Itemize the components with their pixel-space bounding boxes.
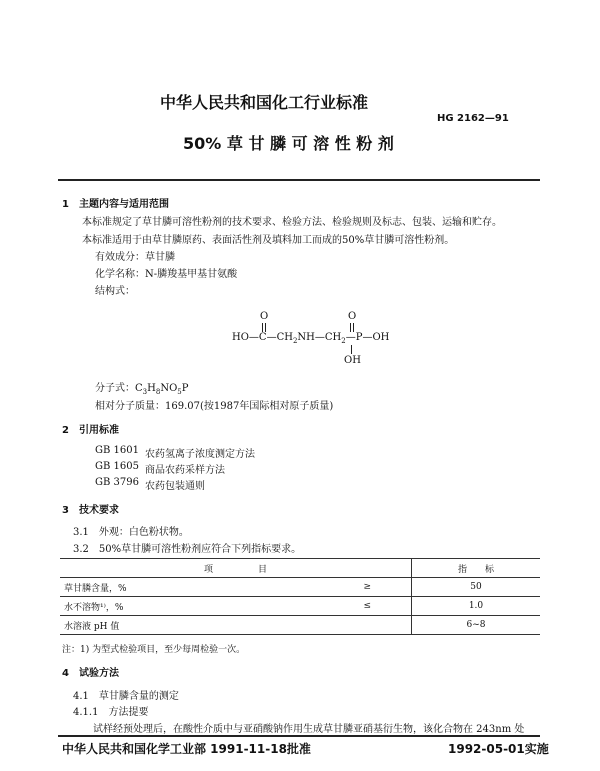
mf-c: C bbox=[135, 383, 143, 394]
formula-part-right: —P—OH bbox=[345, 332, 390, 343]
table-header-row bbox=[60, 559, 540, 578]
clause-3-1: 3.1 外观：白色粉状物。 bbox=[73, 527, 189, 538]
mf-no: NO bbox=[160, 383, 178, 394]
specification-table bbox=[60, 558, 540, 635]
table-header-index: 指 标 bbox=[412, 559, 541, 578]
section-2-heading: 2 引用标准 bbox=[62, 425, 119, 436]
double-bond-right-1 bbox=[350, 323, 351, 332]
ref-code-1: GB 1601 bbox=[95, 445, 139, 456]
double-bond-left-1 bbox=[262, 323, 263, 332]
table-cell-item: 草甘膦含量，% bbox=[60, 578, 327, 597]
table-cell-value: 50 bbox=[412, 578, 541, 597]
implementation-date: 1992-05-01实施 bbox=[448, 742, 549, 756]
carbonyl-oxygen-left: O bbox=[260, 311, 269, 322]
section-1-paragraph-2: 本标准适用于由草甘膦原药、表面活性剂及填料加工而成的50%草甘膦可溶性粉剂。 bbox=[82, 235, 455, 246]
formula-part-left: HO—C—CH bbox=[232, 332, 293, 343]
mf-h: H bbox=[147, 383, 156, 394]
ref-name-1: 农药氢离子浓度测定方法 bbox=[145, 449, 255, 460]
molecular-weight: 相对分子质量：169.07(按1987年国际相对原子质量) bbox=[95, 401, 334, 412]
formula-sub-1: 2 bbox=[292, 337, 298, 345]
issuing-organization: 中华人民共和国化工行业标准 bbox=[160, 93, 369, 112]
clause-4-1-1: 4.1.1 方法提要 bbox=[73, 707, 149, 718]
double-bond-left-2 bbox=[265, 323, 266, 332]
standard-code: HG 2162—91 bbox=[437, 113, 509, 124]
table-cell-op: ≤ bbox=[327, 597, 412, 616]
table-cell-op: ≥ bbox=[327, 578, 412, 597]
double-bond-right-2 bbox=[353, 323, 354, 332]
section-4-heading: 4 试验方法 bbox=[62, 668, 119, 679]
ref-name-3: 农药包装通则 bbox=[145, 481, 205, 492]
approval-line: 中华人民共和国化学工业部 1991-11-18批准 bbox=[62, 742, 311, 756]
section-1-paragraph-1: 本标准规定了草甘膦可溶性粉剂的技术要求、检验方法、检验规则及标志、包装、运输和贮存。 bbox=[82, 217, 502, 228]
table-cell-item: 水溶液 pH 值 bbox=[60, 616, 327, 635]
section-1-heading: 1 主题内容与适用范围 bbox=[62, 199, 169, 210]
formula-sub-2: 2 bbox=[341, 337, 346, 345]
molecular-formula bbox=[95, 379, 188, 396]
footer-divider bbox=[58, 735, 540, 737]
table-cell-value: 1.0 bbox=[412, 597, 541, 616]
mf-h-count: 8 bbox=[155, 388, 161, 396]
table-note: 注：1) 为型式检验项目，至少每周检验一次。 bbox=[62, 645, 246, 655]
clause-3-2: 3.2 50%草甘膦可溶性粉剂应符合下列指标要求。 bbox=[73, 544, 302, 555]
table-row bbox=[60, 597, 540, 616]
phosphoryl-oxygen: O bbox=[348, 311, 357, 322]
mf-c-count: 3 bbox=[142, 388, 148, 396]
chemical-name: 化学名称：N-膦羧基甲基甘氨酸 bbox=[95, 269, 238, 280]
ref-name-2: 商品农药采样方法 bbox=[145, 465, 225, 476]
table-row bbox=[60, 616, 540, 635]
table-cell-value: 6~8 bbox=[412, 616, 541, 635]
mf-o-count: 5 bbox=[177, 388, 182, 396]
ref-code-2: GB 1605 bbox=[95, 461, 139, 472]
method-text: 试样经预处理后，在酸性介质中与亚硝酸钠作用生成草甘膦亚硝基衍生物，该化合物在 243nm 处 bbox=[93, 724, 525, 735]
table-row bbox=[60, 578, 540, 597]
formula-main-chain bbox=[232, 332, 389, 345]
hydroxyl-group: OH bbox=[344, 355, 361, 366]
header-divider bbox=[58, 179, 540, 181]
table-header-item: 项 目 bbox=[60, 559, 412, 578]
table-cell-item: 水不溶物¹⁾，% bbox=[60, 597, 327, 616]
structure-label: 结构式： bbox=[95, 286, 135, 297]
clause-4-1: 4.1 草甘膦含量的测定 bbox=[73, 691, 179, 702]
table-cell-op bbox=[327, 616, 412, 635]
ref-code-3: GB 3796 bbox=[95, 477, 139, 488]
section-3-heading: 3 技术要求 bbox=[62, 505, 119, 516]
formula-part-mid: NH—CH bbox=[297, 332, 342, 343]
formula-label: 分子式： bbox=[95, 383, 135, 394]
mf-p: P bbox=[181, 383, 189, 394]
single-bond-down bbox=[351, 345, 352, 354]
document-title: 50% 草 甘 膦 可 溶 性 粉 剂 bbox=[183, 134, 394, 153]
active-ingredient: 有效成分：草甘膦 bbox=[95, 252, 175, 263]
